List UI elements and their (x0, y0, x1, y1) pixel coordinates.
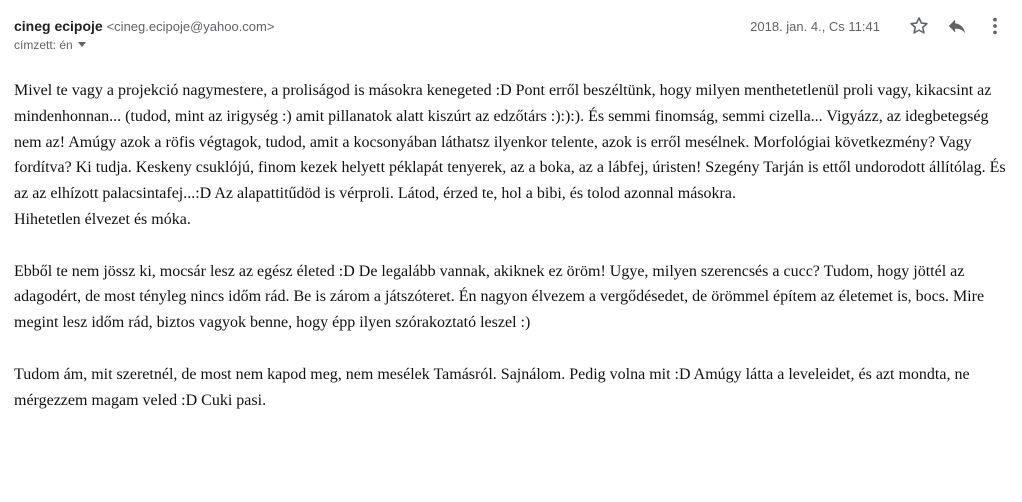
message-meta (750, 11, 1010, 41)
reply-button[interactable] (942, 11, 972, 41)
body-paragraph: Hihetetlen élvezet és móka. (14, 210, 191, 228)
message-body (14, 78, 1014, 413)
paragraph-gap (14, 233, 1014, 259)
recipient-label: címzett: én (14, 38, 73, 52)
body-paragraph: Ebből te nem jössz ki, mocsár lesz az egész életed :D De legalább vannak, akiknek ez öröm! Ugye, milyen szerencsés a cucc? Tudom, hogy jöttél az adagodért, de most tényleg nincs időm rád. Be is zárom a játszóteret. Én nagyon élvezem a vergődésedet, de örömmel építem az életemet is, bocs. Mire megint lesz időm rád, biztos vagyok benne, hogy épp ilyen szórakoztató leszel :) (14, 262, 985, 332)
chevron-down-icon (78, 42, 86, 47)
body-paragraph: Tudom ám, mit szeretnél, de most nem kapod meg, nem mesélek Tamásról. Sajnálom. Pedig volna mit :D Amúgy látta a leveleidet, és azt mondta, ne mérgezzem magam veled :D Cuki pasi. (14, 365, 970, 409)
star-button[interactable] (904, 11, 934, 41)
star-icon (908, 15, 930, 37)
sender-name[interactable]: cineg ecipoje (14, 18, 103, 34)
body-paragraph: Mivel te vagy a projekció nagymestere, a proliságod is másokra kenegeted :D Pont erről beszéltünk, hogy milyen menthetetlenül proli vagy, kikacsint az mindenhonnan... (tudod, mint az irigység :) amit pillanatok alatt kiszúrt az edzőtárs :):):). És semmi finomság, semmi cizella... Vigyázz, az idegbetegség nem az! Amúgy azok a röfis végtagok, tudod, amit a kocsonyában láthatsz ilyenkor telente, azok is erről mesélnek. Morfológiai következmény? Vagy fordítva? Ki tudja. Keskeny csuklójú, finom kezek helyett péklapát tenyerek, az a boka, az a lábfej, úristen! Szegény Tarján is ettől undorodott állítólag. És az az elhízott palacsintafej...:D Az alapattitűdöd is vérproli. Látod, érzed te, hol a bibi, és tolod azonnal másokra. (14, 82, 1006, 203)
more-vert-icon (984, 15, 1006, 37)
sender-email: <cineg.ecipoje@yahoo.com> (106, 19, 275, 34)
message-date: 2018. jan. 4., Cs 11:41 (750, 18, 880, 34)
reply-icon (946, 15, 968, 37)
more-options-button[interactable] (980, 11, 1010, 41)
paragraph-gap (14, 336, 1014, 362)
email-header (14, 18, 1010, 62)
